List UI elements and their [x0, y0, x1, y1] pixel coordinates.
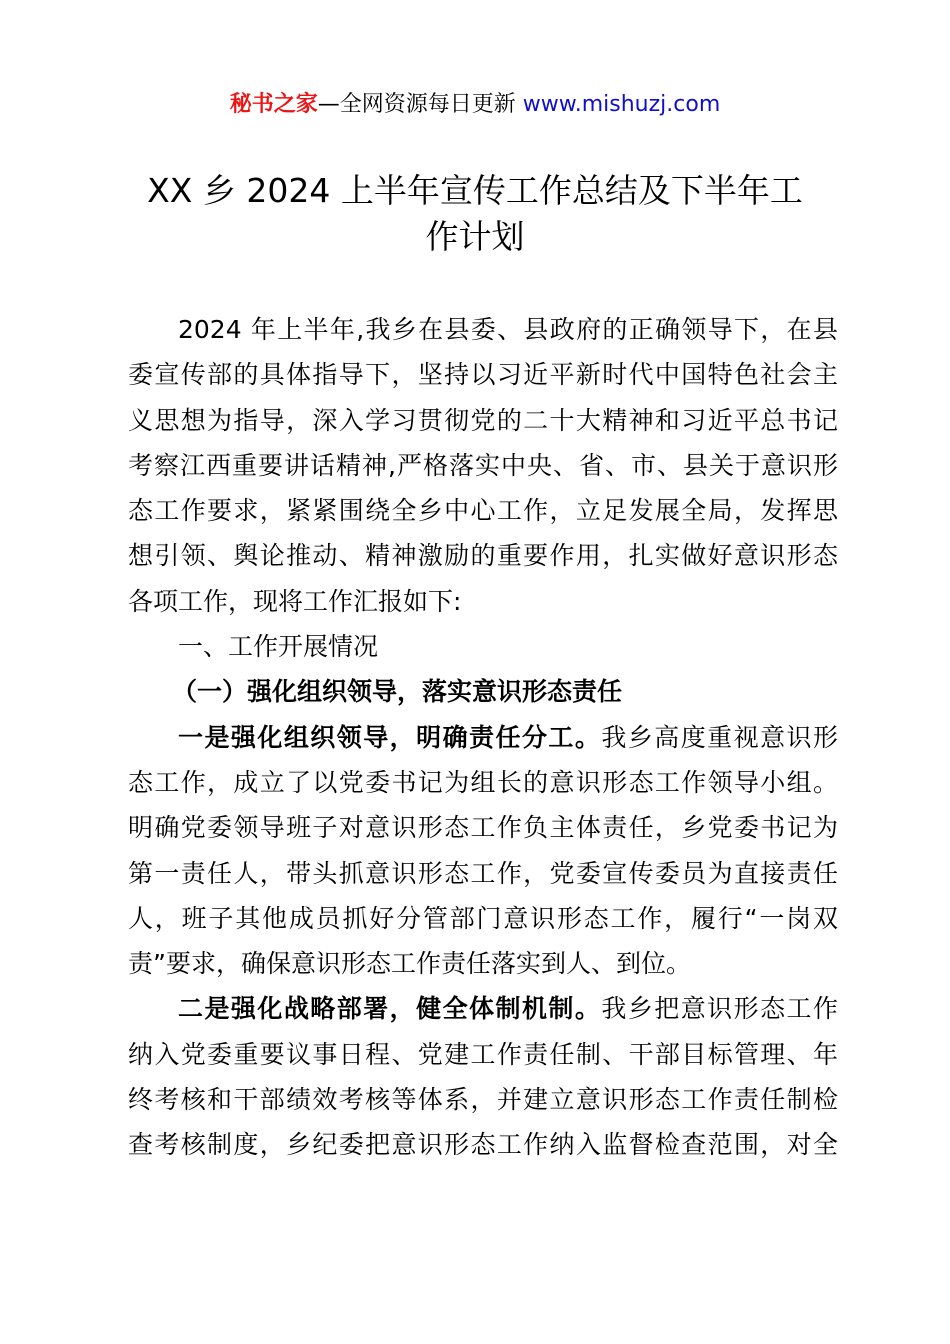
para2-line: 查考核制度，乡纪委把意识形态工作纳入监督检查范围，对全 [128, 1130, 838, 1160]
intro-line: 2024 年上半年,我乡在县委、县政府的正确领导下，在县 [178, 315, 838, 344]
banner-slogan: —全网资源每日更新 [317, 92, 516, 117]
para1-line: 第一责任人，带头抓意识形态工作，党委宣传委员为直接责任 [128, 858, 838, 888]
intro-line: 态工作要求，紧紧围绕全乡中心工作，立足发展全局，发挥思 [128, 496, 838, 526]
para2-line: 纳入党委重要议事日程、党建工作责任制、干部目标管理、年 [128, 1039, 838, 1069]
para2-first-rest: 我乡把意识形态工作 [601, 994, 838, 1024]
para1-line: 人，班子其他成员抓好分管部门意识形态工作，履行“一岗双 [128, 903, 838, 933]
section-heading: 一、工作开展情况 [178, 632, 379, 662]
intro-line: 想引领、舆论推动、精神激励的重要作用，扎实做好意识形态 [128, 541, 838, 571]
para2-lead: 二是强化战略部署，健全体制机制。 [178, 994, 602, 1024]
subsection-heading [128, 669, 838, 714]
subsection-heading-text: （一）强化组织领导，落实意识形态责任 [172, 677, 623, 707]
para1-line: 责”要求，确保意识形态工作责任落实到人、到位。 [128, 949, 691, 979]
document-title [100, 168, 850, 260]
intro-line: 义思想为指导，深入学习贯彻党的二十大精神和习近平总书记 [128, 405, 838, 435]
intro-line: 考察江西重要讲话精神,严格落实中央、省、市、县关于意识形 [128, 450, 838, 480]
intro-line: 委宣传部的具体指导下，坚持以习近平新时代中国特色社会主 [128, 360, 838, 390]
para1-line: 态工作，成立了以党委书记为组长的意识形态工作领导小组。 [128, 767, 838, 797]
title-line-2: 作计划 [425, 217, 525, 256]
para2-line: 终考核和干部绩效考核等体系，并建立意识形态工作责任制检 [128, 1085, 838, 1115]
para1-line: 明确党委领导班子对意识形态工作负主体责任，乡党委书记为 [128, 813, 838, 843]
para1-first-line [128, 715, 838, 760]
document-body [128, 307, 838, 1168]
brand-name: 秘书之家 [229, 92, 318, 117]
intro-line: 各项工作，现将工作汇报如下: [128, 586, 462, 616]
para1-lead: 一是强化组织领导，明确责任分工。 [178, 722, 602, 752]
title-line-1: XX 乡 2024 上半年宣传工作总结及下半年工 [147, 171, 803, 210]
site-banner [0, 88, 950, 122]
para2-first-line [128, 986, 838, 1031]
site-url-link[interactable]: www.mishuzj.com [522, 92, 721, 117]
para1-first-rest: 我乡高度重视意识形 [601, 722, 838, 752]
